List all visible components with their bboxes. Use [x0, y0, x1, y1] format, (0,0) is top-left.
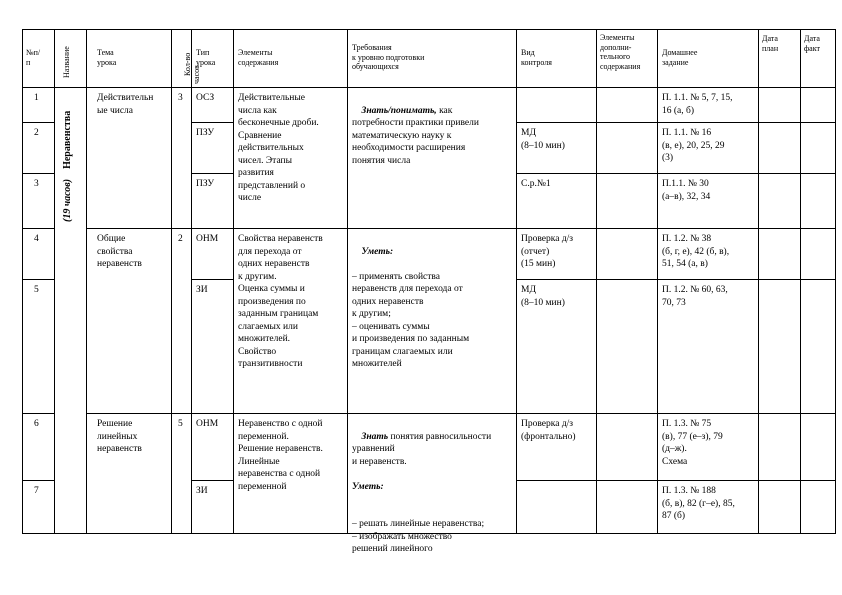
- row-line: [516, 480, 835, 481]
- header-content-elements: Элементы содержания: [238, 48, 279, 67]
- column-line: [758, 29, 759, 534]
- header-topic: Тема урока: [97, 48, 117, 67]
- header-lesson-type: Тип урока: [196, 48, 216, 67]
- table-border-top: [22, 29, 835, 30]
- header-homework: Домашнее задание: [662, 48, 698, 67]
- lesson-type: ПЗУ: [196, 179, 215, 189]
- content-elements: Свойства неравенств для перехода от одних неравенств к другим. Оценка суммы и произведения по заданным границам слагаемых или множителей. Свойство транзитивности: [238, 234, 323, 369]
- header-date-fact: Дата факт: [804, 34, 821, 53]
- homework: П.1.1. № 30 (а–в), 32, 34: [662, 179, 711, 202]
- row-line: [191, 173, 233, 174]
- control-type: С.р.№1: [521, 179, 551, 189]
- row-line: [516, 279, 835, 280]
- requirements-label: Уметь:: [361, 246, 394, 257]
- control-type: МД (8–10 мин): [521, 128, 565, 151]
- group-line: [22, 413, 54, 414]
- homework: П. 1.1. № 5, 7, 15, 16 (а, б): [662, 93, 733, 116]
- requirements-text: как потребности практики привели математическую науку к необходимости расширения понятия числа: [352, 105, 479, 166]
- column-line: [800, 29, 801, 534]
- homework: П. 1.3. № 75 (в), 77 (е–з), 79 (д–ж). Схема: [662, 419, 723, 467]
- content-elements: Неравенство с одной переменной. Решение неравенств. Линейные неравенства с одной переменной: [238, 419, 323, 492]
- row-num: 3: [34, 179, 39, 189]
- row-line: [22, 279, 54, 280]
- row-num: 6: [34, 419, 39, 429]
- section-title: Неравенства: [62, 110, 73, 169]
- column-line: [171, 29, 172, 534]
- control-type: МД (8–10 мин): [521, 285, 565, 308]
- column-line: [347, 29, 348, 534]
- content-elements: Действительные числа как бесконечные дроби. Сравнение действительных чисел. Этапы развития представлений о числе: [238, 93, 319, 203]
- row-line: [191, 122, 233, 123]
- table-border-left: [22, 29, 23, 534]
- lesson-type: ОСЗ: [196, 93, 215, 103]
- row-line: [516, 122, 835, 123]
- header-date-plan: Дата план: [762, 34, 779, 53]
- row-line: [22, 480, 54, 481]
- lesson-type: ОНМ: [196, 419, 219, 429]
- lesson-topic: Общие свойства неравенств: [97, 234, 142, 269]
- lesson-type: ПЗУ: [196, 128, 215, 138]
- homework: П. 1.2. № 60, 63, 70, 73: [662, 285, 728, 308]
- homework: П. 1.1. № 16 (в, е), 20, 25, 29 (3): [662, 128, 725, 163]
- column-line: [657, 29, 658, 534]
- control-type: Проверка д/з (фронтально): [521, 419, 576, 442]
- section-hours: (19 часов): [62, 178, 73, 222]
- control-type: Проверка д/з (отчет) (15 мин): [521, 234, 574, 269]
- header-hours: Кол-во часов: [183, 52, 201, 84]
- requirements-text: понятия равносильности уравнений и неравенств.: [352, 431, 492, 467]
- lesson-topic: Решение линейных неравенств: [97, 419, 142, 454]
- row-num: 2: [34, 128, 39, 138]
- header-num: №п/ п: [26, 48, 41, 67]
- row-line: [22, 173, 54, 174]
- row-num: 5: [34, 285, 39, 295]
- lesson-type: ОНМ: [196, 234, 219, 244]
- lesson-topic: Действительн ые числа: [97, 93, 154, 116]
- row-line: [191, 279, 233, 280]
- row-num: 1: [34, 93, 39, 103]
- column-line: [86, 29, 87, 534]
- requirements: [352, 233, 469, 396]
- homework: П. 1.3. № 188 (б, в), 82 (г–е), 85, 87 (б): [662, 486, 735, 521]
- header-bottom-line: [22, 87, 835, 88]
- column-line: [191, 29, 192, 534]
- homework: П. 1.2. № 38 (б, г, е), 42 (б, в), 51, 54 (а, в): [662, 234, 730, 269]
- column-line: [596, 29, 597, 534]
- requirements-label: Знать: [361, 431, 389, 442]
- group-line: [86, 228, 835, 229]
- requirements: [352, 92, 479, 180]
- header-extra-elements: Элементы дополни- тельного содержания: [600, 33, 641, 71]
- requirements-text: – применять свойства неравенств для перехода от одних неравенств к другим; – оценивать суммы и произведения по заданным границам слагаемых или множителей: [352, 271, 470, 369]
- row-line: [516, 173, 835, 174]
- group-line: [22, 228, 54, 229]
- lesson-type: ЗИ: [196, 285, 208, 295]
- header-control-type: Вид контроля: [521, 48, 552, 67]
- requirements-text: – решать линейные неравенства; – изображать множество решений линейного: [352, 519, 485, 554]
- group-line: [86, 413, 835, 414]
- requirements-label: Уметь:: [352, 481, 384, 492]
- requirements-label: Знать/понимать,: [361, 105, 437, 116]
- header-requirements: Требования к уровню подготовки обучающихся: [352, 43, 425, 71]
- row-line: [22, 122, 54, 123]
- lesson-hours: 2: [178, 234, 183, 244]
- lesson-type: ЗИ: [196, 486, 208, 496]
- lesson-hours: 5: [178, 419, 183, 429]
- row-num: 7: [34, 486, 39, 496]
- column-line: [516, 29, 517, 534]
- header-section-name: Название: [62, 46, 71, 78]
- section-name: [62, 111, 73, 222]
- table-border-right: [835, 29, 836, 534]
- column-line: [54, 29, 55, 534]
- lesson-hours: 3: [178, 93, 183, 103]
- requirements: [352, 418, 491, 581]
- column-line: [233, 29, 234, 534]
- row-num: 4: [34, 234, 39, 244]
- row-line: [191, 480, 233, 481]
